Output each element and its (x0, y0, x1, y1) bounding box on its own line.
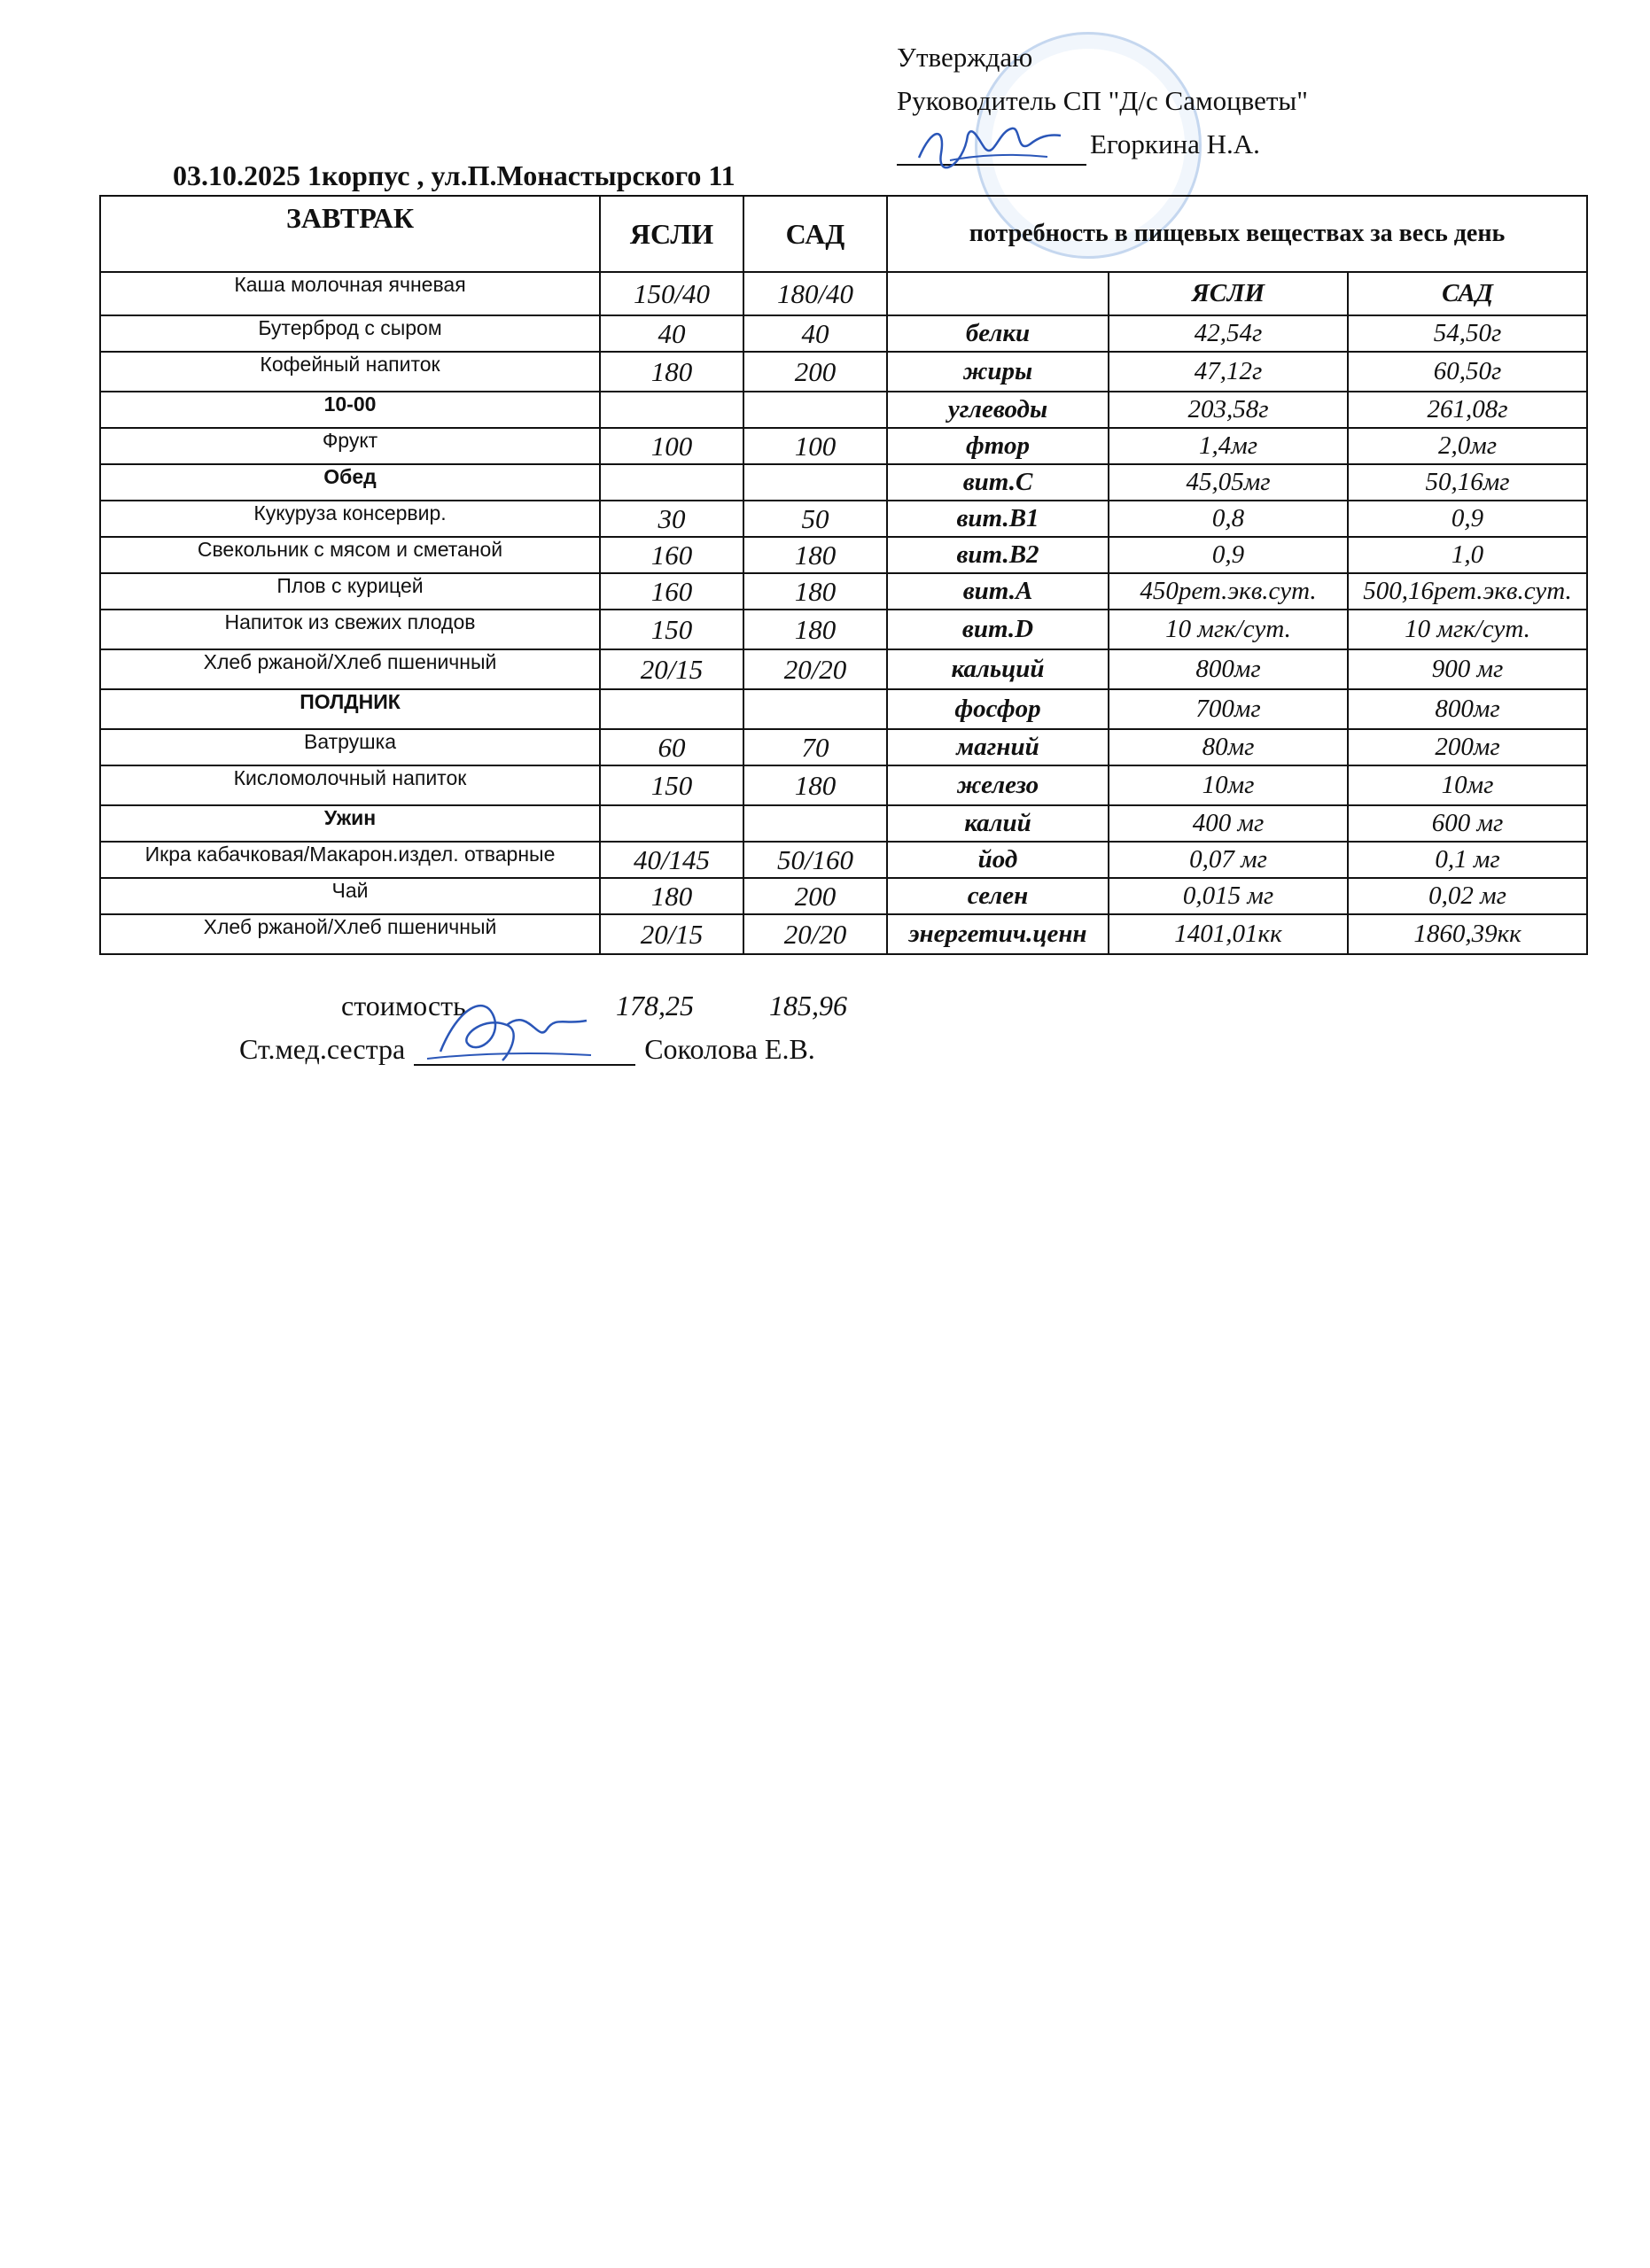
nurse-signature (414, 1034, 635, 1066)
table-row (100, 315, 1587, 352)
yasli-cell (600, 464, 743, 501)
dish-cell: Бутерброд с сыром (100, 315, 600, 352)
table-row (100, 428, 1587, 464)
nutrient-sad-cell: 60,50г (1348, 352, 1587, 392)
nutrient-sad-cell: 1,0 (1348, 537, 1587, 573)
table-row (100, 537, 1587, 573)
table-row (100, 805, 1587, 842)
nurse-name: Соколова Е.В. (644, 1033, 815, 1065)
yasli-cell: 100 (600, 428, 743, 464)
dish-cell: Фрукт (100, 428, 600, 464)
nutrient-name-cell: углеводы (887, 392, 1109, 428)
nutrient-yasli-subheader: ЯСЛИ (1109, 272, 1348, 315)
nutrient-sad-cell: 0,1 мг (1348, 842, 1587, 878)
yasli-cell: 30 (600, 501, 743, 537)
yasli-cell: 20/15 (600, 649, 743, 689)
nurse-line (239, 1033, 815, 1066)
nutrient-yasli-cell: 800мг (1109, 649, 1348, 689)
director-name: Егоркина Н.А. (1090, 128, 1260, 159)
nutrient-name-cell: вит.С (887, 464, 1109, 501)
nutrient-name-cell: вит.В2 (887, 537, 1109, 573)
needs-header: потребность в пищевых веществах за весь день (887, 196, 1587, 272)
yasli-cell: 60 (600, 729, 743, 765)
sad-cell: 50 (743, 501, 887, 537)
nutrient-name-cell: кальций (887, 649, 1109, 689)
nutrient-yasli-cell: 42,54г (1109, 315, 1348, 352)
sad-cell: 40 (743, 315, 887, 352)
yasli-cell: 150/40 (600, 272, 743, 315)
table-header-row (100, 196, 1587, 272)
table-row (100, 649, 1587, 689)
sad-cell: 180 (743, 765, 887, 805)
nutrient-yasli-cell: 0,9 (1109, 537, 1348, 573)
nutrient-yasli-cell: 450рет.экв.сут. (1109, 573, 1348, 610)
nutrient-yasli-cell: 0,8 (1109, 501, 1348, 537)
cost-yasli: 178,25 (616, 990, 694, 1021)
sad-cell: 20/20 (743, 914, 887, 954)
nutrient-blank-cell (887, 272, 1109, 315)
sad-cell (743, 805, 887, 842)
table-row (100, 610, 1587, 649)
nutrient-name-cell: белки (887, 315, 1109, 352)
nutrient-yasli-cell: 700мг (1109, 689, 1348, 729)
nutrient-yasli-cell: 1401,01кк (1109, 914, 1348, 954)
dish-cell: 10-00 (100, 392, 600, 428)
nutrient-sad-cell: 10 мгк/сут. (1348, 610, 1587, 649)
dish-cell: Ужин (100, 805, 600, 842)
sad-header: САД (743, 196, 887, 272)
approval-line-3 (897, 122, 1308, 166)
nutrient-name-cell: магний (887, 729, 1109, 765)
nutrient-name-cell: фтор (887, 428, 1109, 464)
nutrient-sad-cell: 50,16мг (1348, 464, 1587, 501)
dish-cell: ПОЛДНИК (100, 689, 600, 729)
nutrient-sad-cell: 1860,39кк (1348, 914, 1587, 954)
yasli-cell (600, 392, 743, 428)
nutrient-yasli-cell: 10мг (1109, 765, 1348, 805)
dish-cell: Обед (100, 464, 600, 501)
table-row (100, 272, 1587, 315)
nutrient-sad-cell: 2,0мг (1348, 428, 1587, 464)
yasli-cell: 40 (600, 315, 743, 352)
nutrient-yasli-cell: 47,12г (1109, 352, 1348, 392)
table-row (100, 689, 1587, 729)
dish-cell: Напиток из свежих плодов (100, 610, 600, 649)
sad-cell: 180 (743, 610, 887, 649)
yasli-cell: 180 (600, 878, 743, 914)
dish-cell: Ватрушка (100, 729, 600, 765)
dish-cell: Плов с курицей (100, 573, 600, 610)
table-row (100, 729, 1587, 765)
nutrient-name-cell: вит.В1 (887, 501, 1109, 537)
yasli-cell: 150 (600, 765, 743, 805)
menu-table (99, 195, 1588, 955)
sad-cell: 50/160 (743, 842, 887, 878)
nutrient-sad-cell: 600 мг (1348, 805, 1587, 842)
dish-cell: Хлеб ржаной/Хлеб пшеничный (100, 649, 600, 689)
nutrient-yasli-cell: 80мг (1109, 729, 1348, 765)
dish-cell: Кофейный напиток (100, 352, 600, 392)
nutrient-name-cell: жиры (887, 352, 1109, 392)
sad-cell (743, 689, 887, 729)
dish-cell: Хлеб ржаной/Хлеб пшеничный (100, 914, 600, 954)
approval-line-1: Утверждаю (897, 42, 1033, 73)
director-signature (897, 134, 1086, 166)
dish-cell: Чай (100, 878, 600, 914)
yasli-cell: 40/145 (600, 842, 743, 878)
nutrient-yasli-cell: 400 мг (1109, 805, 1348, 842)
table-row (100, 352, 1587, 392)
nutrient-name-cell: фосфор (887, 689, 1109, 729)
nutrient-sad-cell: 0,9 (1348, 501, 1587, 537)
meal-header: ЗАВТРАК (100, 196, 600, 272)
nutrient-name-cell: вит.А (887, 573, 1109, 610)
yasli-cell: 160 (600, 573, 743, 610)
nutrient-name-cell: йод (887, 842, 1109, 878)
dish-cell: Икра кабачковая/Макарон.издел. отварные (100, 842, 600, 878)
nutrient-sad-cell: 0,02 мг (1348, 878, 1587, 914)
yasli-cell: 160 (600, 537, 743, 573)
nutrient-sad-cell: 261,08г (1348, 392, 1587, 428)
sad-cell (743, 392, 887, 428)
nutrient-name-cell: энергетич.ценн (887, 914, 1109, 954)
page-title: 03.10.2025 1корпус , ул.П.Монастырского 11 (173, 159, 735, 191)
sad-cell: 200 (743, 878, 887, 914)
table-row (100, 392, 1587, 428)
nutrient-sad-subheader: САД (1348, 272, 1587, 315)
nutrient-yasli-cell: 0,015 мг (1109, 878, 1348, 914)
approval-line-2: Руководитель СП "Д/с Самоцветы" (897, 85, 1308, 116)
yasli-cell: 150 (600, 610, 743, 649)
yasli-header: ЯСЛИ (600, 196, 743, 272)
nutrient-yasli-cell: 203,58г (1109, 392, 1348, 428)
dish-cell: Свекольник с мясом и сметаной (100, 537, 600, 573)
yasli-cell (600, 805, 743, 842)
nutrient-yasli-cell: 0,07 мг (1109, 842, 1348, 878)
dish-cell: Каша молочная ячневая (100, 272, 600, 315)
table-row (100, 501, 1587, 537)
nutrient-yasli-cell: 10 мгк/сут. (1109, 610, 1348, 649)
sad-cell: 180 (743, 573, 887, 610)
sad-cell: 200 (743, 352, 887, 392)
nutrient-sad-cell: 500,16рет.экв.сут. (1348, 573, 1587, 610)
table-row (100, 842, 1587, 878)
nutrient-sad-cell: 54,50г (1348, 315, 1587, 352)
yasli-cell: 20/15 (600, 914, 743, 954)
yasli-cell: 180 (600, 352, 743, 392)
nurse-label: Ст.мед.сестра (239, 1033, 406, 1065)
dish-cell: Кисломолочный напиток (100, 765, 600, 805)
signature-scribble-icon (423, 990, 600, 1078)
nutrient-name-cell: калий (887, 805, 1109, 842)
table-row (100, 765, 1587, 805)
sad-cell: 180 (743, 537, 887, 573)
sad-cell: 70 (743, 729, 887, 765)
signature-scribble-icon (915, 118, 1065, 171)
table-row (100, 878, 1587, 914)
nutrient-name-cell: вит.D (887, 610, 1109, 649)
nutrient-sad-cell: 800мг (1348, 689, 1587, 729)
nutrient-sad-cell: 900 мг (1348, 649, 1587, 689)
dish-cell: Кукуруза консервир. (100, 501, 600, 537)
nutrient-name-cell: железо (887, 765, 1109, 805)
cost-sad: 185,96 (769, 990, 847, 1021)
table-row (100, 914, 1587, 954)
yasli-cell (600, 689, 743, 729)
nutrient-yasli-cell: 45,05мг (1109, 464, 1348, 501)
cost-label: стоимость (341, 990, 466, 1021)
approval-block (897, 35, 1308, 166)
nutrient-sad-cell: 200мг (1348, 729, 1587, 765)
nutrient-name-cell: селен (887, 878, 1109, 914)
sad-cell: 180/40 (743, 272, 887, 315)
sad-cell: 20/20 (743, 649, 887, 689)
nutrient-sad-cell: 10мг (1348, 765, 1587, 805)
table-row (100, 464, 1587, 501)
nutrient-yasli-cell: 1,4мг (1109, 428, 1348, 464)
table-row (100, 573, 1587, 610)
sad-cell (743, 464, 887, 501)
sad-cell: 100 (743, 428, 887, 464)
